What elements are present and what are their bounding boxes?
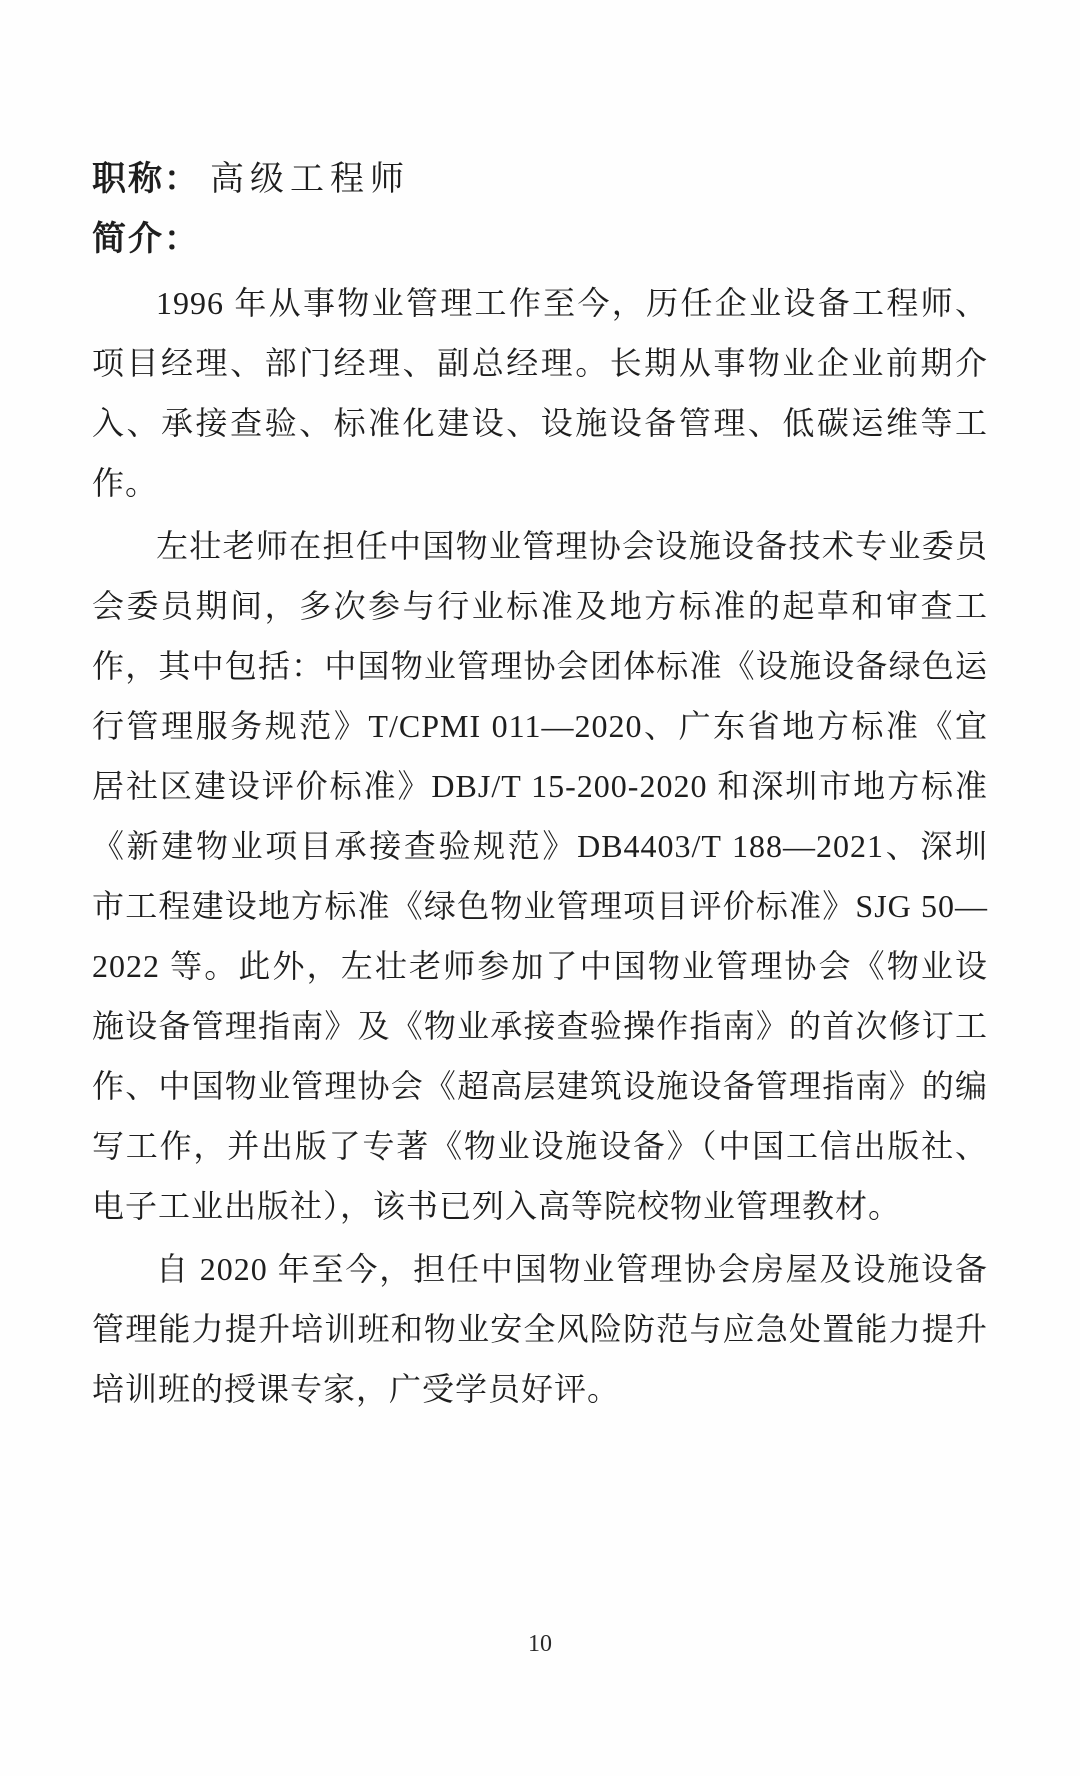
- title-field-value: 高级工程师: [210, 161, 410, 198]
- paragraph-training-expert: 自 2020 年至今，担任中国物业管理协会房屋及设施设备管理能力提升培训班和物业安全风险防范与应急处置能力提升培训班的授课专家，广受学员好评。: [92, 1251, 988, 1407]
- field-line-title: [92, 150, 988, 210]
- document-content: [92, 150, 988, 1419]
- intro-field-label: 简介：: [92, 221, 200, 258]
- page-number: 10: [528, 1631, 552, 1657]
- field-line-intro: [92, 210, 988, 270]
- paragraph-career-history: 1996 年从事物业管理工作至今，历任企业设备工程师、项目经理、部门经理、副总经理。长期从事物业企业前期介入、承接查验、标准化建设、设施设备管理、低碳运维等工作。: [92, 285, 988, 501]
- paragraph-standards-publications: 左壮老师在担任中国物业管理协会设施设备技术专业委员会委员期间，多次参与行业标准及地方标准的起草和审查工作，其中包括：中国物业管理协会团体标准《设施设备绿色运行管理服务规范》T/CPMI 011—2020、广东省地方标准《宜居社区建设评价标准》DBJ/T 15-200-2020 和深圳市地方标准《新建物业项目承接查验规范》DB4403/T 188—2021、深圳市工程建设地方标准《绿色物业管理项目评价标准》SJG 50—2022 等。此外，左壮老师参加了中国物业管理协会《物业设施设备管理指南》及《物业承接查验操作指南》的首次修订工作、中国物业管理协会《超高层建筑设施设备管理指南》的编写工作，并出版了专著《物业设施设备》（中国工信出版社、电子工业出版社），该书已列入高等院校物业管理教材。: [92, 528, 988, 1224]
- title-field-label: 职称：: [92, 161, 200, 198]
